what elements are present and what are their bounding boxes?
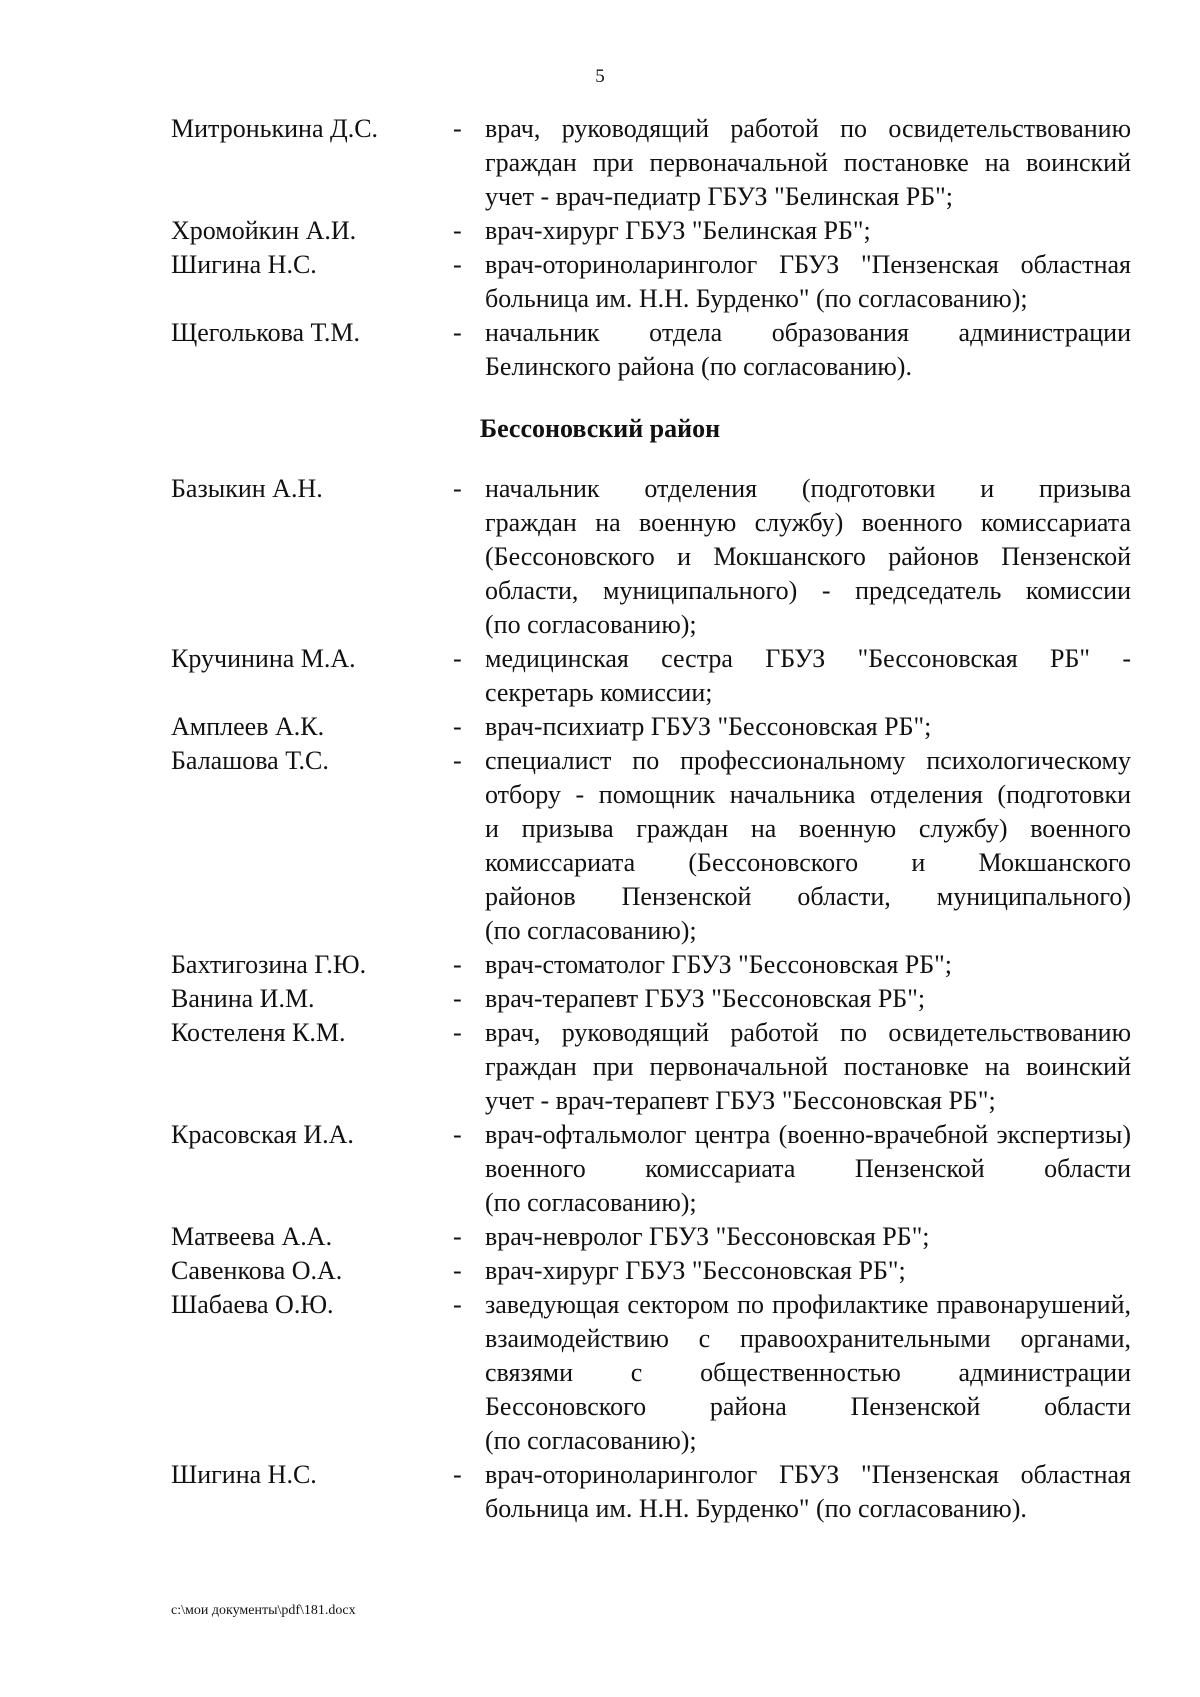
role-line: врач-хирург ГБУЗ "Белинская РБ"; <box>485 216 871 245</box>
member-row <box>171 214 1131 248</box>
role-line: Белинского района (по согласованию). <box>485 352 912 381</box>
role-line: области, муниципального) - председатель комиссии <box>485 576 1131 605</box>
role-line: комиссариата (Бессоновского и Мокшанского <box>485 848 1131 877</box>
role-line: начальник отделения (подготовки и призыва <box>485 474 1131 503</box>
dash-separator: - <box>453 1290 462 1319</box>
member-name: Базыкин А.Н. <box>171 474 323 503</box>
role-line: (по согласованию); <box>485 1426 697 1455</box>
dash-separator: - <box>453 1120 462 1149</box>
role-line: начальник отдела образования администрации <box>485 318 1131 347</box>
member-role <box>485 112 1131 214</box>
dash-separator: - <box>453 216 462 245</box>
role-line: отбору - помощник начальника отделения (подготовки <box>485 780 1131 809</box>
member-name: Хромойкин А.И. <box>171 216 357 245</box>
member-row <box>171 1016 1131 1118</box>
member-role <box>485 472 1131 642</box>
role-line: врач-психиатр ГБУЗ "Бессоновская РБ"; <box>485 712 932 741</box>
member-row <box>171 248 1131 316</box>
section-belinsky-list <box>171 112 1131 384</box>
member-name: Костеленя К.М. <box>171 1018 346 1047</box>
role-line: врач, руководящий работой по освидетельствованию <box>485 114 1131 143</box>
dash-separator: - <box>453 644 462 673</box>
member-row <box>171 1118 1131 1220</box>
member-name: Шигина Н.С. <box>171 250 317 279</box>
role-line: врач-офтальмолог центра (военно-врачебной экспертизы) <box>485 1120 1131 1149</box>
section-bessonovsky-list <box>171 472 1131 1526</box>
dash-separator: - <box>453 474 462 503</box>
role-line: медицинская сестра ГБУЗ "Бессоновская РБ" - <box>485 644 1131 673</box>
dash-separator: - <box>453 114 462 143</box>
role-line: врач-хирург ГБУЗ "Бессоновская РБ"; <box>485 1256 906 1285</box>
role-line: врач-терапевт ГБУЗ "Бессоновская РБ"; <box>485 984 926 1013</box>
member-row <box>171 472 1131 642</box>
member-role <box>485 642 1131 710</box>
member-role <box>485 1220 1131 1254</box>
member-row <box>171 744 1131 948</box>
role-line: и призыва граждан на военную службу) военного <box>485 814 1131 843</box>
member-row <box>171 948 1131 982</box>
role-line: больница им. Н.Н. Бурденко" (по согласованию); <box>485 284 1028 313</box>
role-line: (по согласованию); <box>485 916 697 945</box>
member-name: Красовская И.А. <box>171 1120 354 1149</box>
member-row <box>171 1220 1131 1254</box>
role-line: секретарь комиссии; <box>485 678 713 707</box>
role-line: (по согласованию); <box>485 1188 697 1217</box>
role-line: заведующая сектором по профилактике правонарушений, <box>485 1290 1131 1319</box>
member-role <box>485 1016 1131 1118</box>
member-name: Кручинина М.А. <box>171 644 356 673</box>
member-role <box>485 1118 1131 1220</box>
member-name: Шабаева О.Ю. <box>171 1290 334 1319</box>
role-line: больница им. Н.Н. Бурденко" (по согласованию). <box>485 1494 1027 1523</box>
member-name: Балашова Т.С. <box>171 746 329 775</box>
role-line: граждан при первоначальной постановке на воинский <box>485 1052 1131 1081</box>
file-path-footer: c:\мои документы\pdf\181.docx <box>171 1603 356 1618</box>
dash-separator: - <box>453 1018 462 1047</box>
member-row <box>171 1254 1131 1288</box>
role-line: учет - врач-педиатр ГБУЗ "Белинская РБ"; <box>485 182 953 211</box>
role-line: районов Пензенской области, муниципального) <box>485 882 1131 911</box>
member-role <box>485 316 1131 384</box>
role-line: связями с общественностью администрации <box>485 1358 1131 1387</box>
member-role <box>485 982 1131 1016</box>
member-row <box>171 642 1131 710</box>
role-line: врач, руководящий работой по освидетельствованию <box>485 1018 1131 1047</box>
role-line: врач-оториноларинголог ГБУЗ "Пензенская областная <box>485 1460 1131 1489</box>
role-line: специалист по профессиональному психологическому <box>485 746 1131 775</box>
dash-separator: - <box>453 1460 462 1489</box>
dash-separator: - <box>453 1256 462 1285</box>
member-row <box>171 112 1131 214</box>
role-line: Бессоновского района Пензенской области <box>485 1392 1131 1421</box>
member-row <box>171 316 1131 384</box>
member-name: Митронькина Д.С. <box>171 114 379 143</box>
member-role <box>485 710 1131 744</box>
dash-separator: - <box>453 950 462 979</box>
member-row <box>171 710 1131 744</box>
member-role <box>485 1254 1131 1288</box>
member-name: Шигина Н.С. <box>171 1460 317 1489</box>
member-row <box>171 1288 1131 1458</box>
member-name: Амплеев А.К. <box>171 712 325 741</box>
member-role <box>485 744 1131 948</box>
role-line: военного комиссариата Пензенской области <box>485 1154 1131 1183</box>
role-line: взаимодействию с правоохранительными органами, <box>485 1324 1131 1353</box>
role-line: (по согласованию); <box>485 610 697 639</box>
role-line: врач-оториноларинголог ГБУЗ "Пензенская областная <box>485 250 1131 279</box>
member-role <box>485 948 1131 982</box>
dash-separator: - <box>453 746 462 775</box>
member-row <box>171 1458 1131 1526</box>
member-name: Бахтигозина Г.Ю. <box>171 950 367 979</box>
member-role <box>485 214 1131 248</box>
member-role <box>485 248 1131 316</box>
dash-separator: - <box>453 712 462 741</box>
role-line: граждан на военную службу) военного комиссариата <box>485 508 1131 537</box>
role-line: врач-невролог ГБУЗ "Бессоновская РБ"; <box>485 1222 930 1251</box>
role-line: учет - врач-терапевт ГБУЗ "Бессоновская РБ"; <box>485 1086 996 1115</box>
member-name: Ванина И.М. <box>171 984 315 1013</box>
role-line: (Бессоновского и Мокшанского районов Пензенской <box>485 542 1131 571</box>
member-name: Щеголькова Т.М. <box>171 318 360 347</box>
section-heading: Бессоновский район <box>479 414 721 443</box>
member-role <box>485 1458 1131 1526</box>
dash-separator: - <box>453 984 462 1013</box>
role-line: граждан при первоначальной постановке на воинский <box>485 148 1131 177</box>
dash-separator: - <box>453 1222 462 1251</box>
member-name: Савенкова О.А. <box>171 1256 343 1285</box>
role-line: врач-стоматолог ГБУЗ "Бессоновская РБ"; <box>485 950 953 979</box>
dash-separator: - <box>453 318 462 347</box>
dash-separator: - <box>453 250 462 279</box>
member-name: Матвеева А.А. <box>171 1222 333 1251</box>
member-role <box>485 1288 1131 1458</box>
member-row <box>171 982 1131 1016</box>
page-number: 5 <box>595 66 605 87</box>
